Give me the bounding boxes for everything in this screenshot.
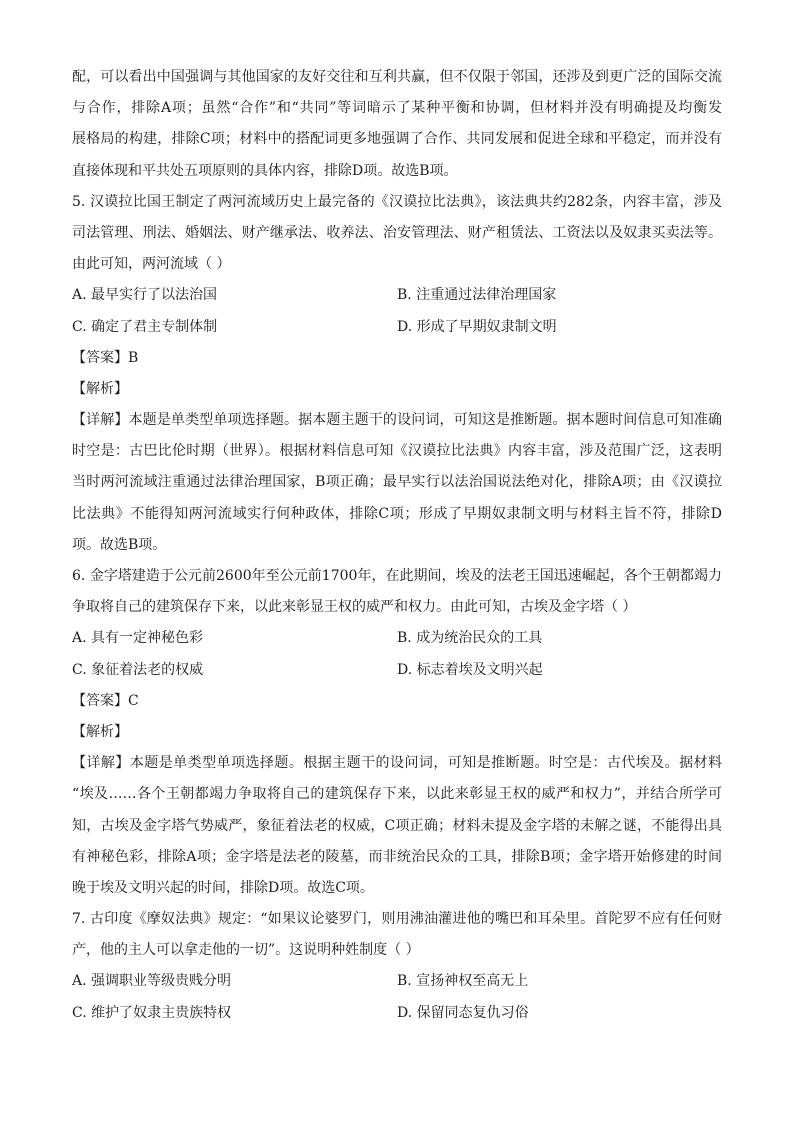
text-line: 展格局的构建，排除C项；材料中的搭配词更多地强调了合作、共同发展和促进全球和平稳定，而并没有 — [72, 131, 722, 148]
answer-label: 【答案】B — [72, 349, 139, 366]
text-line: 直接体现和平共处五项原则的具体内容，排除D项。故选B项。 — [72, 162, 458, 179]
question-stem-line: 5. 汉谟拉比国王制定了两河流域历史上最完备的《汉谟拉比法典》，该法典共约282条，内容丰富，涉及 — [72, 193, 722, 210]
option-c: C. 确定了君主专制体制 — [72, 318, 218, 335]
question-stem-line: 7. 古印度《摩奴法典》规定：“如果议论婆罗门，则用沸油灌进他的嘴巴和耳朵里。首陀罗不应有任何财 — [72, 911, 722, 928]
analysis-label: 【解析】 — [72, 723, 128, 740]
option-b: B. 宣扬神权至高无上 — [397, 973, 529, 990]
text-line: 配，可以看出中国强调与其他国家的友好交往和互利共赢，但不仅限于邻国，还涉及到更广泛的国际交流 — [72, 69, 722, 85]
question-stem-line: 司法管理、刑法、婚姻法、财产继承法、收养法、治安管理法、财产租赁法、工资法以及奴隶买卖法等。 — [72, 224, 722, 241]
option-b: B. 成为统治民众的工具 — [397, 630, 543, 647]
answer-label: 【答案】C — [72, 692, 139, 709]
option-b: B. 注重通过法律治理国家 — [397, 287, 557, 304]
analysis-label: 【解析】 — [72, 380, 128, 397]
option-a: A. 最早实行了以法治国 — [72, 287, 218, 304]
option-d: D. 保留同态复仇习俗 — [397, 1004, 529, 1021]
question-stem-line: 6. 金字塔建造于公元前2600年至公元前1700年，在此期间，埃及的法老王国迅速崛起，各个王朝都竭力 — [72, 568, 722, 584]
detail-line: 时空是：古巴比伦时期（世界）。根据材料信息可知《汉谟拉比法典》内容丰富，涉及范围广泛，这表明 — [72, 443, 722, 460]
detail-line: 【详解】本题是单类型单项选择题。根据主题干的设问词，可知是推断题。时空是：古代埃及。据材料 — [72, 755, 722, 772]
previous-analysis-paragraph — [72, 62, 722, 187]
options-row — [72, 655, 722, 686]
detail-line: 【详解】本题是单类型单项选择题。据本题主题干的设问词，可知这是推断题。据本题时间信息可知准确 — [72, 412, 722, 429]
question-7 — [72, 904, 722, 1029]
detail-line: 当时两河流域注重通过法律治理国家，B项正确；最早实行以法治国说法绝对化，排除A项；由《汉谟拉 — [72, 474, 722, 491]
detail-line: 项。故选B项。 — [72, 536, 167, 553]
detail-line: 知，古埃及金字塔气势威严，象征着法老的权威，C项正确；材料未提及金字塔的未解之谜，不能得出具 — [72, 817, 722, 834]
question-stem-line: 产，他的主人可以拿走他的一切”。这说明种姓制度（ ） — [72, 942, 420, 959]
text-line: 与合作，排除A项；虽然“合作”和“共同”等词暗示了某种平衡和协调，但材料并没有明确提及均衡发 — [72, 100, 722, 117]
question-stem-line: 争取将自己的建筑保存下来，以此来彰显王权的威严和权力。由此可知，古埃及金字塔（ ） — [72, 599, 637, 616]
detail-line: 晚于埃及文明兴起的时间，排除D项。故选C项。 — [72, 879, 374, 896]
question-stem-line: 由此可知，两河流域（ ） — [72, 256, 231, 273]
document-page — [72, 62, 722, 1029]
option-d: D. 形成了早期奴隶制文明 — [397, 318, 557, 335]
detail-line: 有神秘色彩，排除A项；金字塔是法老的陵墓，而非统治民众的工具，排除B项；金字塔开始修建的时间 — [72, 848, 722, 865]
options-row — [72, 623, 722, 654]
options-row — [72, 998, 722, 1029]
option-a: A. 强调职业等级贵贱分明 — [72, 973, 232, 990]
detail-line: “埃及……各个王朝都竭力争取将自己的建筑保存下来，以此来彰显王权的威严和权力”，并结合所学可 — [72, 786, 722, 803]
question-5 — [72, 187, 722, 561]
options-row — [72, 966, 722, 997]
question-6 — [72, 561, 722, 904]
option-a: A. 具有一定神秘色彩 — [72, 630, 204, 647]
detail-line: 比法典》不能得知两河流域实行何种政体，排除C项；形成了早期奴隶制文明与材料主旨不符，排除D — [72, 505, 722, 522]
options-row — [72, 312, 722, 343]
option-d: D. 标志着埃及文明兴起 — [397, 661, 543, 678]
options-row — [72, 280, 722, 311]
option-c: C. 象征着法老的权威 — [72, 661, 204, 678]
option-c: C. 维护了奴隶主贵族特权 — [72, 1004, 232, 1021]
